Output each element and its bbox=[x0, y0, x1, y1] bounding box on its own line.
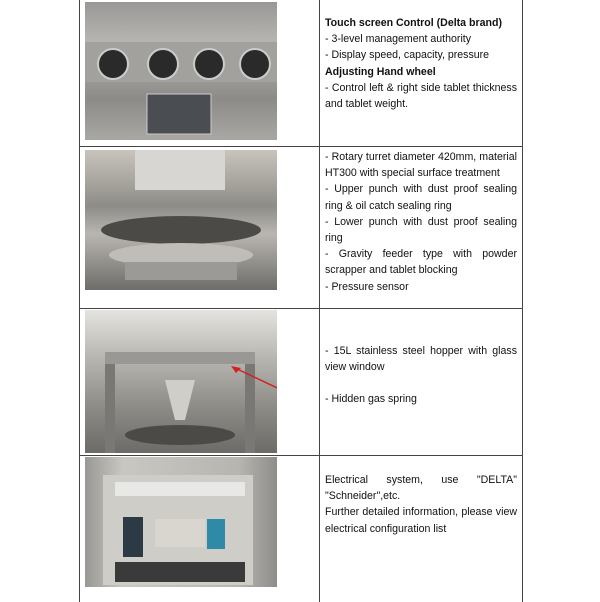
text-line: - 3-level management authority bbox=[325, 33, 472, 46]
text-line: - Lower punch with dust proof sealing ring bbox=[325, 215, 517, 245]
table-row bbox=[80, 0, 522, 147]
photo-turret bbox=[85, 150, 277, 290]
text-line: - Gravity feeder type with powder scrapper and tablet blocking bbox=[325, 248, 517, 277]
row-text bbox=[325, 15, 517, 112]
photo-hopper bbox=[85, 310, 277, 453]
row-text bbox=[325, 472, 517, 537]
table-row bbox=[80, 146, 522, 309]
photo-electrical-cabinet bbox=[85, 457, 277, 587]
text-line: - Hidden gas spring bbox=[325, 393, 417, 406]
photo-control-panel bbox=[85, 2, 277, 140]
hand-wheels-illustration bbox=[85, 2, 277, 140]
text-line: - Upper punch with dust proof sealing ring & oil catch sealing ring bbox=[325, 183, 517, 212]
turret-illustration bbox=[85, 150, 277, 290]
text-line: - Display speed, capacity, pressure bbox=[325, 49, 490, 62]
table-row bbox=[80, 455, 522, 602]
spec-table bbox=[79, 0, 523, 602]
text-line: - Pressure sensor bbox=[325, 280, 409, 293]
text-line: - Rotary turret diameter 420mm, material HT300 with special surface treatment bbox=[325, 151, 517, 180]
cabinet-illustration bbox=[85, 457, 277, 587]
row-text bbox=[325, 343, 517, 408]
heading-touch-screen: Touch screen Control (Delta brand) bbox=[325, 17, 502, 29]
text-line: Further detailed information, please view electrical configuration list bbox=[325, 506, 517, 535]
hopper-illustration bbox=[85, 310, 277, 453]
row-text bbox=[325, 149, 517, 295]
heading-hand-wheel: Adjusting Hand wheel bbox=[325, 65, 436, 78]
table-row bbox=[80, 308, 522, 456]
text-line: Electrical system, use "DELTA" "Schneider",etc. bbox=[325, 474, 517, 503]
text-line: - Control left & right side tablet thickness and tablet weight. bbox=[325, 81, 517, 111]
text-line: - 15L stainless steel hopper with glass view window bbox=[325, 345, 517, 374]
